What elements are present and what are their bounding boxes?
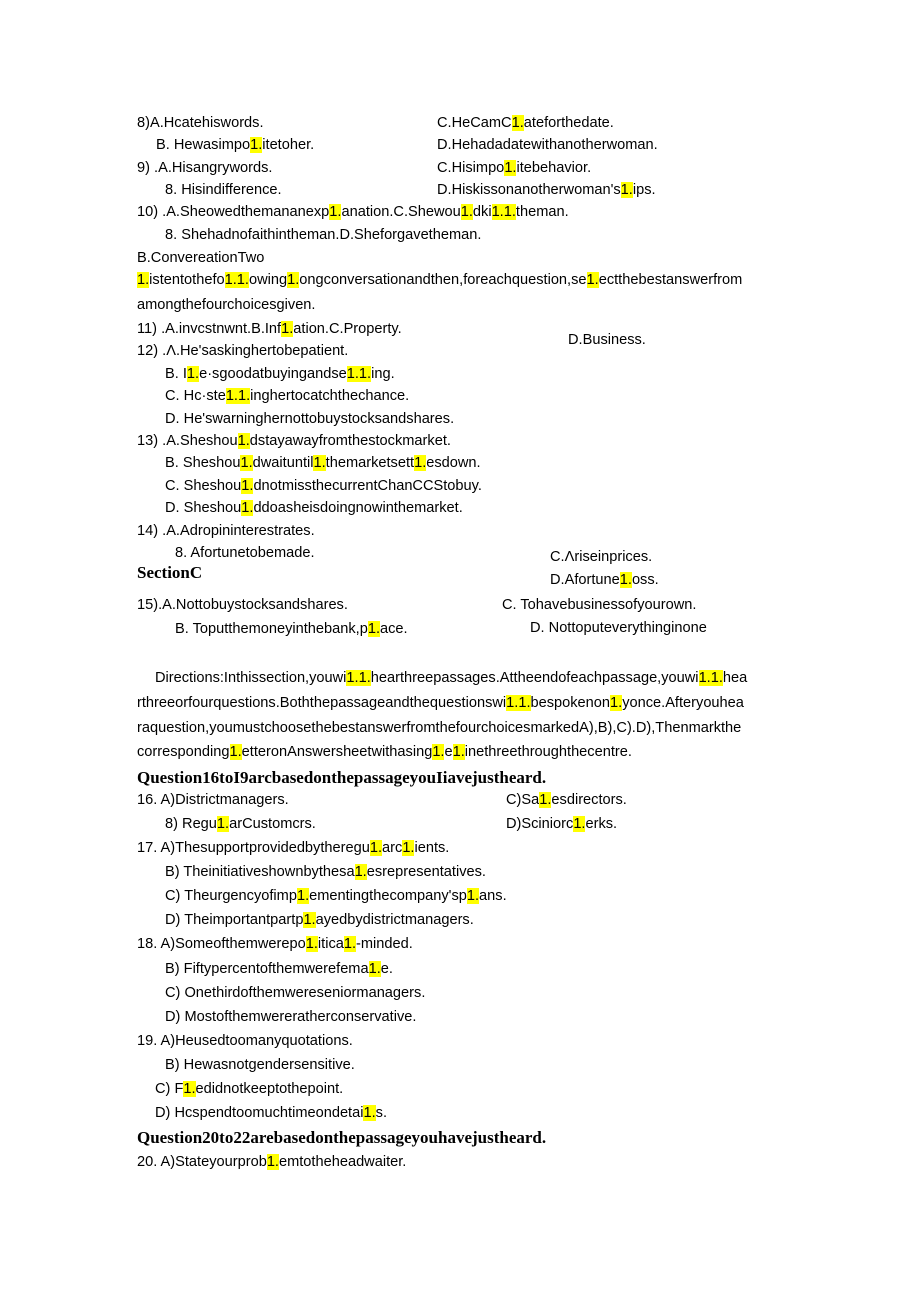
q15-line: 15).A.Nottobuystocksandshares. xyxy=(137,597,348,613)
q8-option-c: C.HeCamC1.ateforthedate. xyxy=(437,115,614,131)
directions-line-1: Directions:Inthissection,youwi1.1.hearthreepassages.Attheendofeachpassage,youwi1.1.hea xyxy=(155,670,748,686)
q18-option-c: C) Onethirdofthemwereseniormanagers. xyxy=(165,985,426,1001)
q19-option-d: D) Hcspendtoomuchtimeondetai1.s. xyxy=(155,1105,388,1121)
q12-option-c: C. Hc·ste1.1.inghertocatchthechance. xyxy=(165,388,410,404)
q10-option-b: 8. Shehadnofaithintheman.D.Sheforgavetheman. xyxy=(165,227,482,243)
conversation-title: B.ConvereationTwo xyxy=(137,250,265,266)
q13-line: 13) .A.Sheshou1.dstayawayfromthestockmarket. xyxy=(137,433,451,449)
directions-line-2: rthreeorfourquestions.Boththepassageandthequestionswi1.1.bespokenon1.yonce.Afteryouhea xyxy=(137,695,744,711)
q14-option-b: 8. Afortunetobemade. xyxy=(175,545,315,561)
q16-option-d: D)Sciniorc1.erks. xyxy=(506,816,618,832)
conversation-instructions: 1.istentothefo1.1.owing1.ongconversationandthen,foreachquestion,se1.ectthebestanswerfrom xyxy=(137,272,743,288)
q14-option-d: D.Afortune1.oss. xyxy=(550,572,659,588)
q13-option-b: B. Sheshou1.dwaituntil1.themarketsett1.esdown. xyxy=(165,455,481,471)
q15-option-d: D. Nottoputeverythinginone xyxy=(530,620,707,636)
heading-questions-16-19: Question16toI9arcbasedonthepassageyouIiavejustheard. xyxy=(137,768,547,787)
section-c-heading: SectionC xyxy=(137,563,203,582)
conversation-instructions-cont: amongthefourchoicesgiven. xyxy=(137,297,316,313)
q8-line: 8)A.Hcatehiswords. xyxy=(137,115,264,131)
q11-option-d: D.Business. xyxy=(568,332,646,348)
directions-line-3: raquestion,youmustchoosethebestanswerfromthefourchoicesmarkedA),B),C).D),Thenmarkthe xyxy=(137,720,742,736)
q9-option-d: D.Hiskissonanotherwoman's1.ips. xyxy=(437,182,656,198)
q9-option-c: C.Hisimpo1.itebehavior. xyxy=(437,160,592,176)
q17-line: 17. A)Thesupportprovidedbytheregu1.arc1.ients. xyxy=(137,840,450,856)
q13-option-d: D. Sheshou1.ddoasheisdoingnowinthemarket. xyxy=(165,500,463,516)
q14-option-c: C.Λriseinprices. xyxy=(550,549,653,565)
q8-option-b: B. Hewasimpo1.itetoher. xyxy=(156,137,315,153)
q19-line: 19. A)Heusedtoomanyquotations. xyxy=(137,1033,353,1049)
q17-option-d: D) Theimportantpartp1.ayedbydistrictmanagers. xyxy=(165,912,474,928)
q8-option-d: D.Hehadadatewithanotherwoman. xyxy=(437,137,658,153)
q19-option-c: C) F1.edidnotkeeptothepoint. xyxy=(155,1081,344,1097)
heading-questions-20-22: Question20to22arebasedonthepassageyouhavejustheard. xyxy=(137,1128,547,1147)
q12-option-d: D. He'swarninghernottobuystocksandshares. xyxy=(165,411,455,427)
q19-option-b: B) Hewasnotgendersensitive. xyxy=(165,1057,355,1073)
q16-option-b: 8) Regu1.arCustomcrs. xyxy=(165,816,316,832)
q10-line: 10) .A.Sheowedthemananexp1.anation.C.Shewou1.dki1.1.theman. xyxy=(137,204,569,220)
q17-option-b: B) Theinitiativeshownbythesa1.esrepresentatives. xyxy=(165,864,486,880)
q9-line: 9) .A.Hisangrywords. xyxy=(137,160,273,176)
q12-option-b: B. I1.e·sgoodatbuyingandse1.1.ing. xyxy=(165,366,395,382)
q13-option-c: C. Sheshou1.dnotmissthecurrentChanCCStobuy. xyxy=(165,478,482,494)
q18-option-b: B) Fiftypercentofthemwerefema1.e. xyxy=(165,961,393,977)
q12-line: 12) .Λ.He'saskinghertobepatient. xyxy=(137,343,349,359)
q18-line: 18. A)Someofthemwerepo1.itica1.-minded. xyxy=(137,936,413,952)
q15-option-b: B. Toputthemoneyinthebank,p1.ace. xyxy=(175,621,408,637)
q14-line: 14) .A.Adropininterestrates. xyxy=(137,523,315,539)
q20-line: 20. A)Stateyourprob1.emtotheheadwaiter. xyxy=(137,1154,407,1170)
q16-line: 16. A)Districtmanagers. xyxy=(137,792,289,808)
q15-option-c: C. Tohavebusinessofyourown. xyxy=(502,597,697,613)
q16-option-c: C)Sa1.esdirectors. xyxy=(506,792,627,808)
directions-line-4: corresponding1.etteronAnswersheetwithasing1.e1.inethreethroughthecentre. xyxy=(137,744,632,760)
q17-option-c: C) Theurgencyofimp1.ementingthecompany'sp1.ans. xyxy=(165,888,507,904)
q18-option-d: D) Mostofthemwereratherconservative. xyxy=(165,1009,417,1025)
q9-option-b: 8. Hisindifference. xyxy=(165,182,282,198)
q11-line: 11) .A.invcstnwnt.B.Inf1.ation.C.Property. xyxy=(137,321,402,337)
